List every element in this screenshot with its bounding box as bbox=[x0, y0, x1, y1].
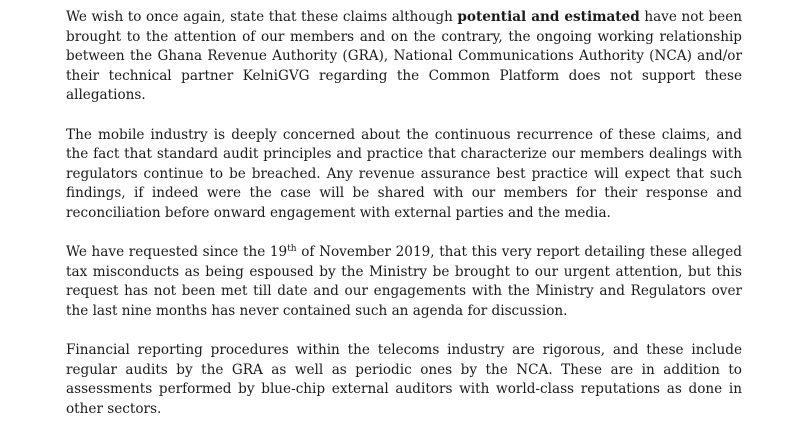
paragraph-3-ordinal-suffix: th bbox=[287, 244, 297, 255]
paragraph-3-text-start: We have requested since the 19 bbox=[66, 244, 288, 261]
paragraph-1-text-start: We wish to once again, state that these claims although bbox=[66, 9, 458, 25]
paragraph-3-text-end: of November 2019, that this very report detailing these alleged tax misconducts as being espoused by the Ministry be brought to our urgent attention, but this request has not been met till date and our engagements with the Ministry and Regulators over the last nine months has never contained such an agenda for discussion. bbox=[66, 244, 743, 319]
paragraph-financial-reporting: Financial reporting procedures within the telecoms industry are rigorous, and these include regular audits by the GRA as well as periodic ones by the NCA. These are in addition to assessments performed by blue-chip external auditors with world-class reputations as done in other sectors. bbox=[66, 342, 742, 417]
paragraph-report-request bbox=[66, 243, 742, 321]
paragraph-claims-not-brought bbox=[66, 8, 742, 106]
paragraph-industry-concern: The mobile industry is deeply concerned about the continuous recurrence of these claims, and the fact that standard audit principles and practice that characterize our members dealings with regulators continue to be breached. Any revenue assurance best practice will expect that such findings, if indeed were the case will be shared with our members for their response and reconciliation before onward engagement with external parties and the media. bbox=[66, 126, 742, 221]
document-page bbox=[66, 8, 742, 439]
paragraph-1-text-end: have not been brought to the attention of our members and on the contrary, the ongoing working relationship between the Ghana Revenue Authority (GRA), National Communications Authority (NCA) and/or their technical partner KelniGVG regarding the Common Platform does not support these allegations. bbox=[66, 9, 743, 104]
paragraph-1-bold-phrase: potential and estimated bbox=[457, 9, 640, 25]
